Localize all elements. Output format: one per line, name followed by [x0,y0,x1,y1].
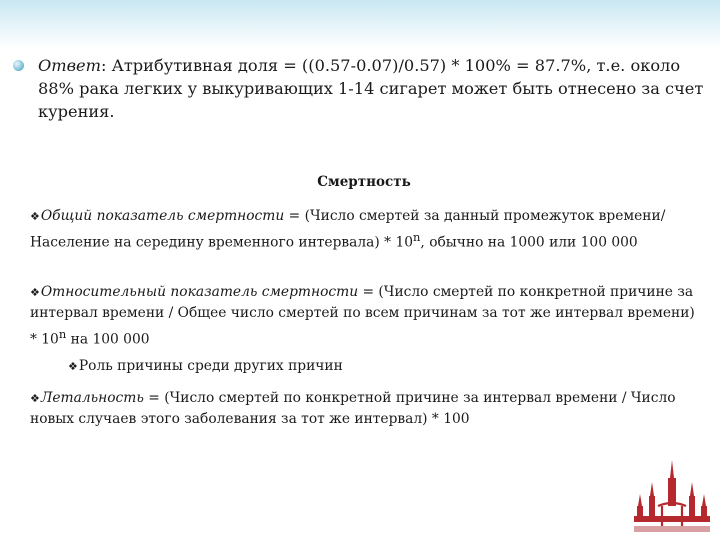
item-text: = (Число смертей по конкретной причине за интервал времени / Число новых случаев этого заболевания за тот же интервал) * 100 [30,390,676,427]
answer-text: : Атрибутивная доля = ((0.57-0.07)/0.57) * 100% = 87.7%, т.е. около 88% рака легких у выкуривающих 1-14 сигарет может быть отнесено за счет курения. [38,56,704,121]
diamond-bullet-icon: ❖ [30,286,40,299]
item-term: Относительный показатель смертности [40,284,359,300]
item-term: Общий показатель смертности [40,208,285,224]
round-bullet-icon [13,60,24,71]
diamond-bullet-icon: ❖ [30,210,40,223]
university-building-logo [632,456,712,534]
item-term: Летальность [40,390,144,406]
item-superscript: n [413,230,421,244]
list-item-cause-role [68,356,720,377]
item-text: Роль причины среди других причин [78,358,343,374]
list-item-total-mortality [30,206,695,254]
section-heading: Смертность [317,174,411,190]
answer-label: Ответ [38,56,101,75]
item-tail: , обычно на 1000 или 100 000 [420,234,638,251]
diamond-bullet-icon: ❖ [68,360,78,373]
list-item-relative-mortality [30,282,695,351]
item-tail: на 100 000 [66,331,150,348]
list-item-lethality [30,388,695,430]
item-text: = (Число смертей по конкретной причине за интервал времени / Общее число смертей по всем причинам за тот же интервал времени) * 10 [30,284,695,348]
answer-paragraph [38,54,710,123]
item-superscript: n [58,327,67,341]
header-band [0,0,720,48]
item-text: = (Число смертей за данный промежуток времени/ Население на середину временного интервала) * 10 [30,208,666,251]
diamond-bullet-icon: ❖ [30,392,40,405]
